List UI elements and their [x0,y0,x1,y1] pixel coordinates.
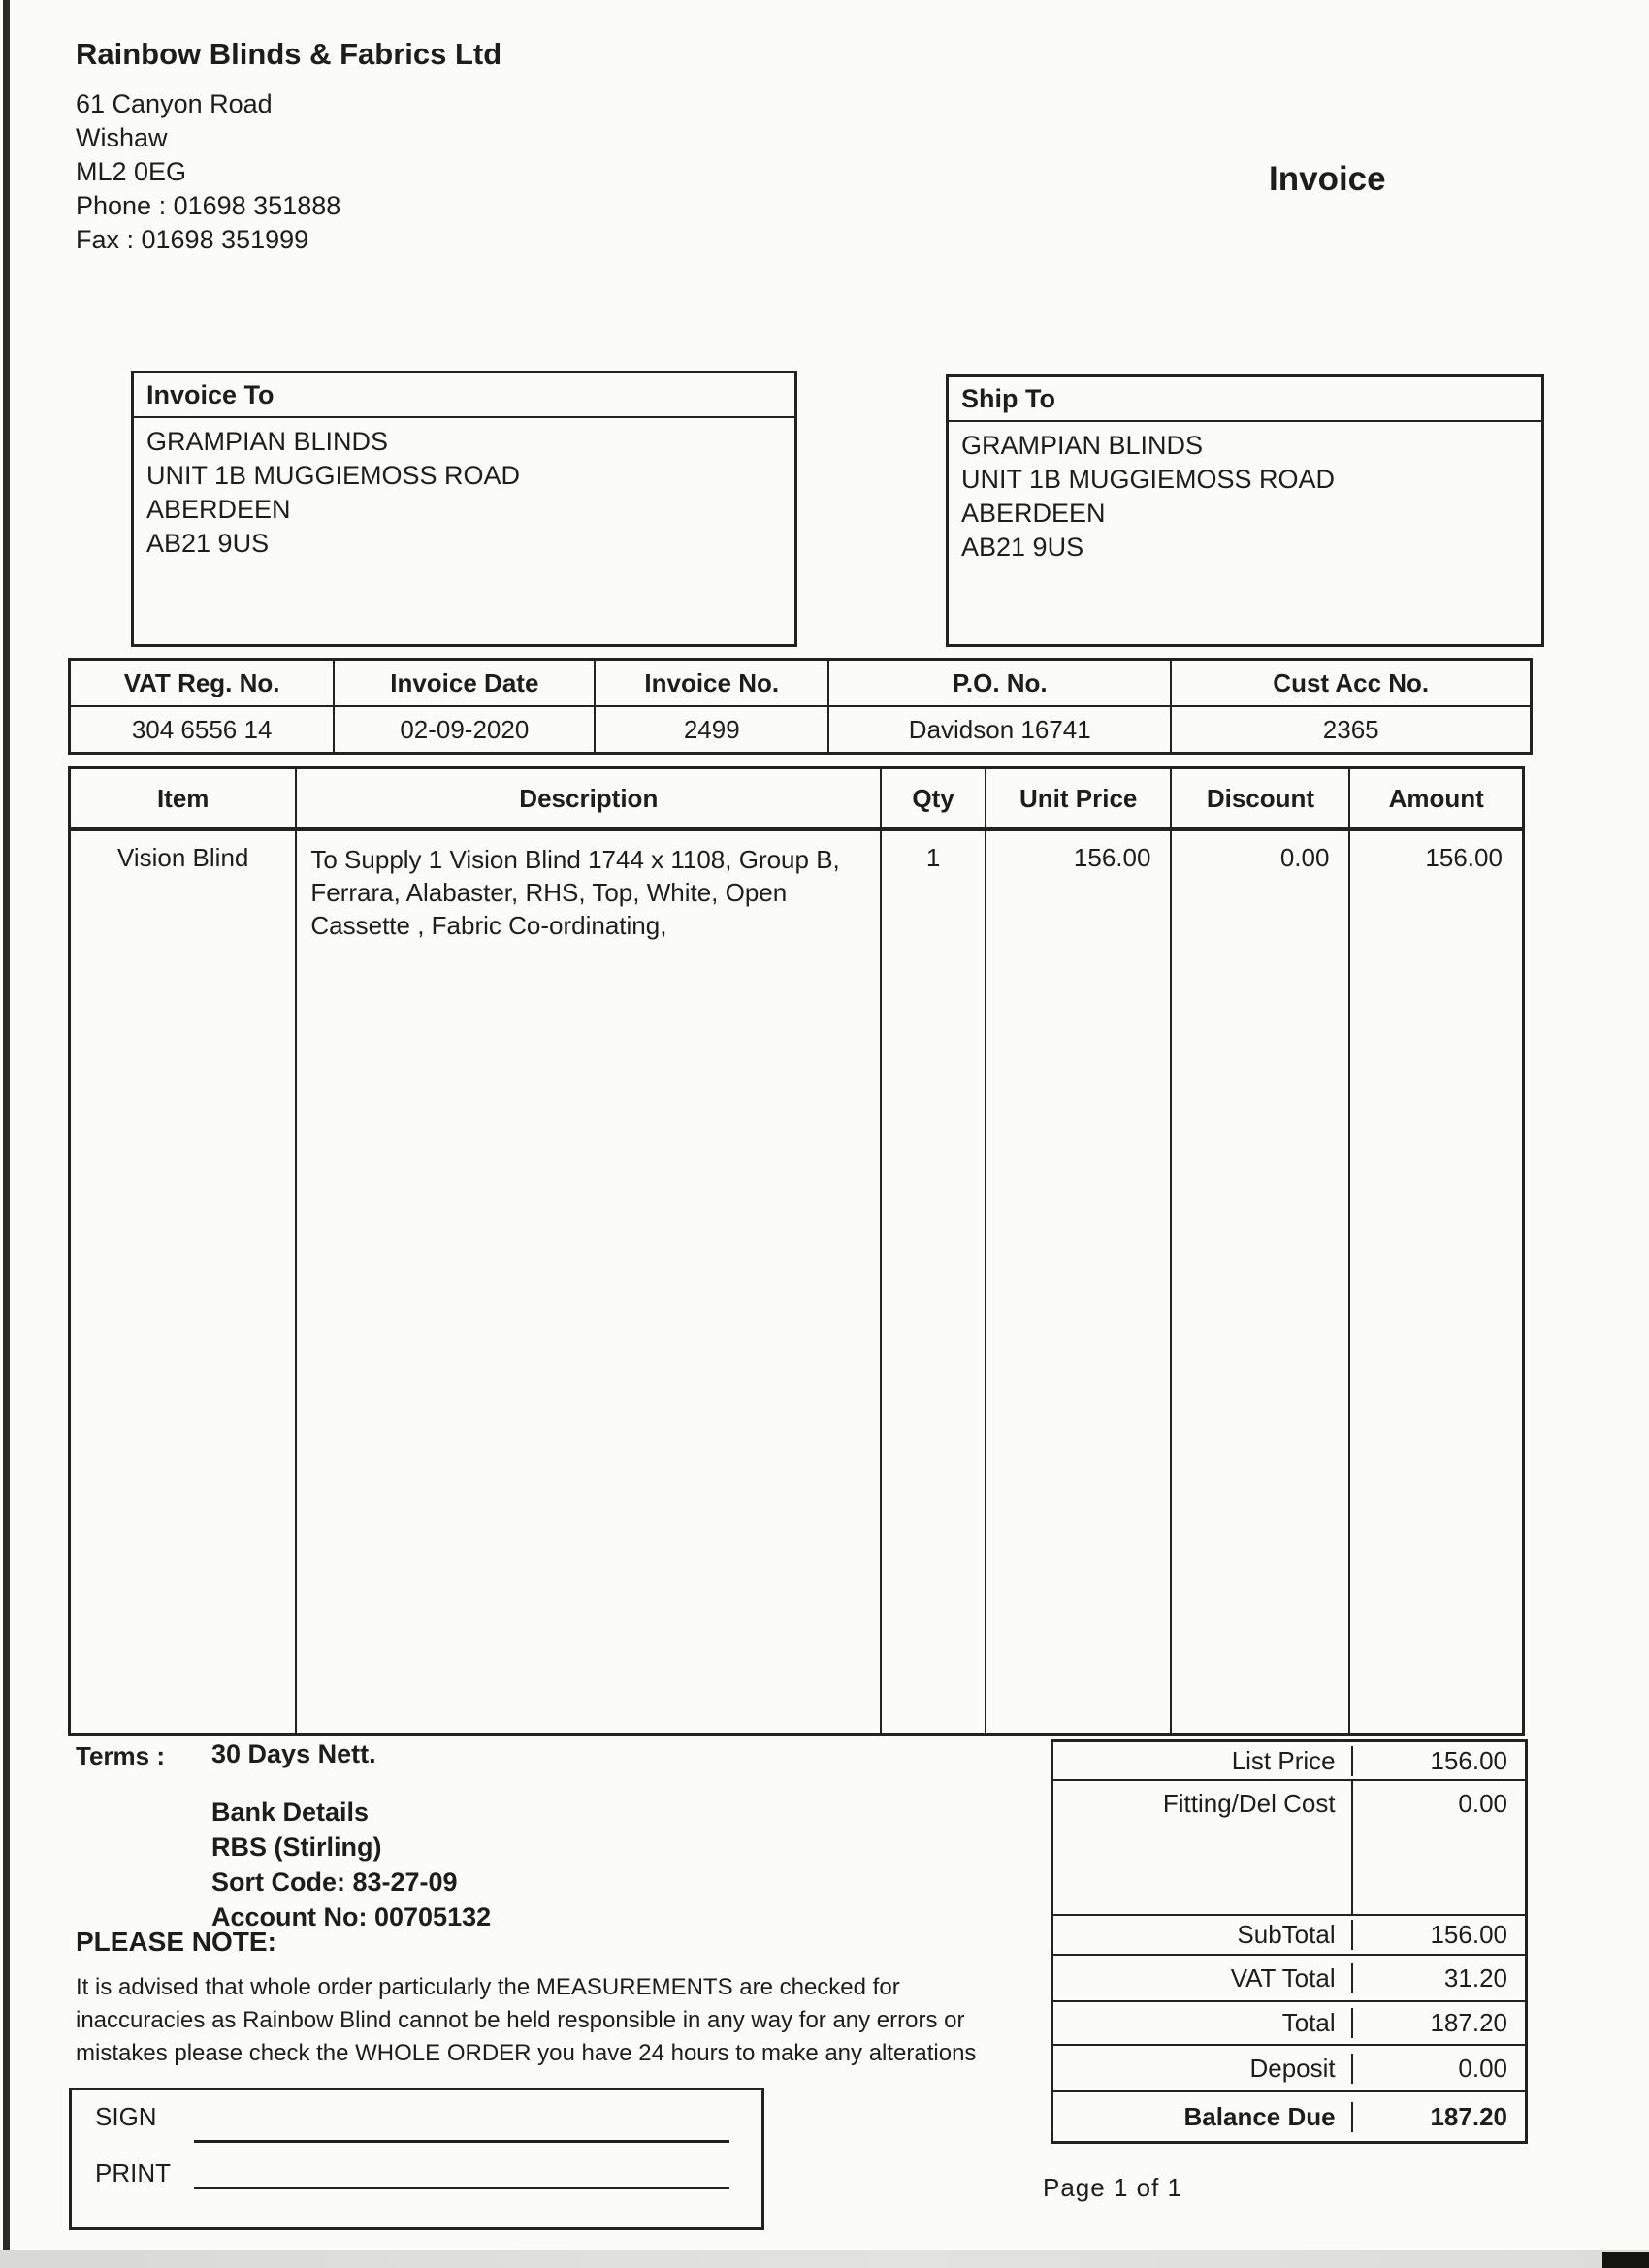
invoice-to-line: AB21 9US [146,529,270,558]
bank-details [211,1795,491,1934]
total-label: Balance Due [1053,2102,1353,2132]
total-row-total [1053,2002,1525,2046]
total-row-balance-due [1053,2092,1525,2141]
meta-value-cust-acc-no: 2365 [1322,714,1379,744]
meta-header-invoice-date: Invoice Date [335,661,596,705]
total-label: List Price [1053,1746,1353,1776]
page-number: Page 1 of 1 [1043,2173,1182,2202]
company-fax: Fax : 01698 351999 [76,225,309,254]
total-label: Deposit [1053,2054,1353,2084]
total-row-fitting-del-cost [1053,1781,1525,1916]
meta-header-po-no: P.O. No. [829,661,1172,705]
total-label: SubTotal [1053,1920,1353,1950]
bank-sort-code: Sort Code: 83-27-09 [211,1867,458,1896]
bank-details-heading: Bank Details [211,1798,370,1827]
bank-name: RBS (Stirling) [211,1832,382,1862]
total-value: 187.20 [1430,2101,1507,2131]
item-unit-price-cell: 156.00 [986,831,1172,1733]
scan-bottom-band-artifact [0,2250,1649,2268]
invoice-to-label: Invoice To [134,373,794,418]
meta-value-po-no: Davidson 16741 [829,707,1172,752]
items-header-description: Description [297,769,882,827]
items-header-qty: Qty [882,769,986,827]
items-header-unit-price: Unit Price [986,769,1172,827]
item-name-cell: Vision Blind [71,831,297,1733]
scan-corner-artifact [1602,2252,1649,2268]
invoice-to-line: ABERDEEN [146,495,291,524]
item-description-cell: To Supply 1 Vision Blind 1744 x 1108, Group B, Ferrara, Alabaster, RHS, Top, White, Open Cassette , Fabric Co-ordinating, [297,831,882,1733]
terms-label: Terms : [76,1741,165,1770]
items-header-amount: Amount [1388,783,1484,813]
please-note-heading: PLEASE NOTE: [76,1927,276,1957]
ship-to-line: GRAMPIAN BLINDS [961,431,1204,460]
ship-to-box [946,374,1544,647]
company-header [76,37,501,257]
item-discount-cell: 0.00 [1172,831,1350,1733]
invoice-to-line: GRAMPIAN BLINDS [146,427,389,456]
meta-header-vat-reg: VAT Reg. No. [71,661,335,705]
meta-value-invoice-date: 02-09-2020 [335,707,596,752]
bank-account-no: Account No: 00705132 [211,1902,492,1931]
meta-header-row [71,661,1530,707]
item-amount-cell: 156.00 [1425,843,1503,872]
please-note-text: It is advised that whole order particularly the MEASUREMENTS are checked for inaccuracies as Rainbow Blind cannot be held responsible in any way for any errors or mistakes please check the WHOLE ORDER you have 24 hours to make any alterations [76,1974,977,2066]
company-phone: Phone : 01698 351888 [76,191,341,220]
sign-line [194,2140,729,2143]
total-label: Fitting/Del Cost [1053,1781,1353,1914]
total-value: 0.00 [1458,1789,1507,1818]
items-header-item: Item [71,769,297,827]
company-address-line: Wishaw [76,123,168,152]
ship-to-line: ABERDEEN [961,499,1106,528]
terms-value: 30 Days Nett. [211,1739,376,1768]
print-label: PRINT [95,2158,171,2187]
total-value: 187.20 [1430,2008,1507,2037]
total-row-list-price [1053,1742,1525,1781]
table-row [71,831,1522,1733]
meta-value-vat-reg: 304 6556 14 [71,707,335,752]
items-header-row [71,769,1522,831]
print-line [194,2187,729,2189]
meta-header-cust-acc-no: Cust Acc No. [1273,667,1430,697]
invoice-to-box [131,371,797,647]
item-qty-cell: 1 [882,831,986,1733]
sign-label: SIGN [95,2102,157,2131]
total-value: 156.00 [1430,1920,1507,1949]
meta-value-invoice-no: 2499 [596,707,829,752]
invoice-to-line: UNIT 1B MUGGIEMOSS ROAD [146,461,521,490]
company-name: Rainbow Blinds & Fabrics Ltd [76,37,502,71]
items-header-discount: Discount [1172,769,1350,827]
totals-box [1051,1739,1528,2144]
total-value: 31.20 [1443,1962,1507,1993]
total-row-deposit [1053,2046,1525,2092]
document-title: Invoice [1269,160,1386,198]
ship-to-address [949,422,1541,571]
ship-to-line: AB21 9US [961,533,1084,562]
signature-box [69,2088,764,2230]
ship-to-line: UNIT 1B MUGGIEMOSS ROAD [961,465,1336,494]
scan-edge-artifact [3,0,10,2268]
meta-header-invoice-no: Invoice No. [596,661,829,705]
total-label: Total [1053,2008,1353,2038]
invoice-meta-table [68,658,1533,755]
line-items-table [68,766,1525,1736]
company-address-line: 61 Canyon Road [76,89,273,118]
total-row-vat-total [1053,1956,1525,2002]
total-row-subtotal [1053,1916,1525,1956]
total-value: 156.00 [1430,1745,1507,1775]
meta-value-row [71,707,1530,752]
ship-to-label: Ship To [949,377,1541,422]
invoice-to-address [134,418,794,567]
total-label: VAT Total [1053,1963,1353,1993]
company-address-line: ML2 0EG [76,157,187,186]
total-value: 0.00 [1458,2053,1507,2083]
